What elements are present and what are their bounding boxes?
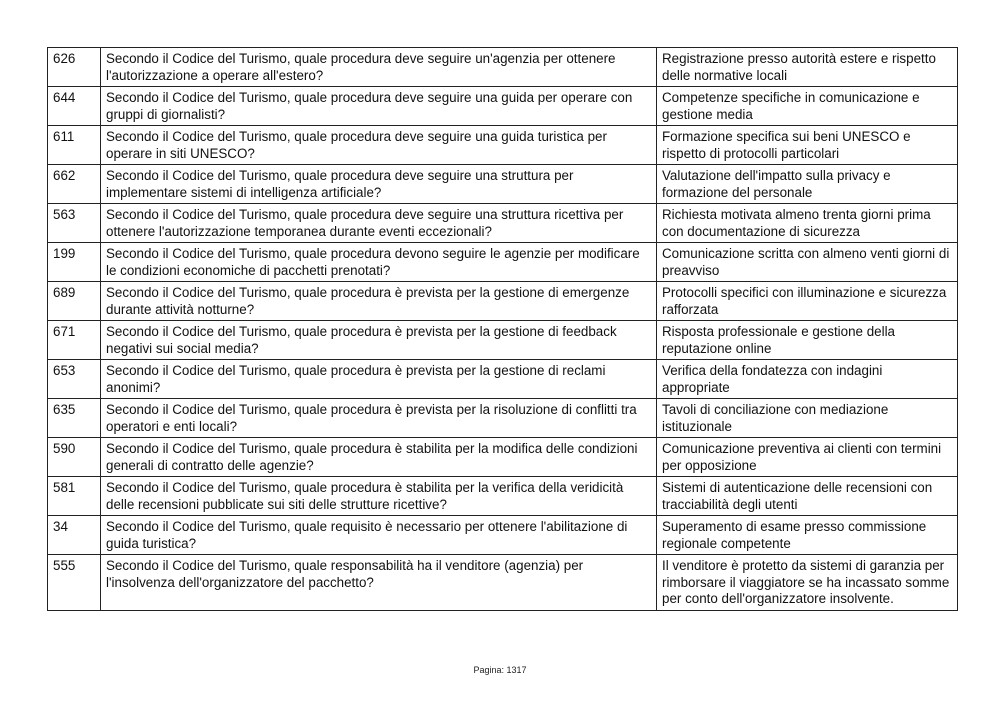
page-number: Pagina: 1317 [473, 665, 527, 675]
answer-text-cell: Comunicazione scritta con almeno venti giorni di preavviso [657, 243, 958, 282]
answer-text-cell: Formazione specifica sui beni UNESCO e rispetto di protocolli particolari [657, 126, 958, 165]
answer-text-cell: Verifica della fondatezza con indagini appropriate [657, 360, 958, 399]
question-answer-table [47, 47, 958, 611]
table-row [48, 87, 958, 126]
table-row [48, 282, 958, 321]
table-row [48, 165, 958, 204]
question-id-cell: 626 [48, 48, 101, 87]
answer-text-cell: Risposta professionale e gestione della reputazione online [657, 321, 958, 360]
question-id-cell: 581 [48, 477, 101, 516]
table-row [48, 204, 958, 243]
answer-text-cell: Richiesta motivata almeno trenta giorni prima con documentazione di sicurezza [657, 204, 958, 243]
table-body [48, 48, 958, 611]
question-id-cell: 653 [48, 360, 101, 399]
question-text-cell: Secondo il Codice del Turismo, quale procedura deve seguire una struttura per implementare sistemi di intelligenza artificiale? [101, 165, 657, 204]
question-text-cell: Secondo il Codice del Turismo, quale procedura è prevista per la gestione di feedback negativi sui social media? [101, 321, 657, 360]
table-row [48, 399, 958, 438]
question-text-cell: Secondo il Codice del Turismo, quale responsabilità ha il venditore (agenzia) per l'insolvenza dell'organizzatore del pacchetto? [101, 555, 657, 611]
question-id-cell: 662 [48, 165, 101, 204]
question-id-cell: 635 [48, 399, 101, 438]
answer-text-cell: Registrazione presso autorità estere e rispetto delle normative locali [657, 48, 958, 87]
table-row [48, 516, 958, 555]
table-row [48, 360, 958, 399]
answer-text-cell: Sistemi di autenticazione delle recensioni con tracciabilità degli utenti [657, 477, 958, 516]
question-id-cell: 563 [48, 204, 101, 243]
question-text-cell: Secondo il Codice del Turismo, quale procedura deve seguire una guida per operare con gruppi di giornalisti? [101, 87, 657, 126]
answer-text-cell: Superamento di esame presso commissione regionale competente [657, 516, 958, 555]
table-row [48, 48, 958, 87]
table-row [48, 243, 958, 282]
question-text-cell: Secondo il Codice del Turismo, quale procedura è prevista per la gestione di emergenze durante attività notturne? [101, 282, 657, 321]
question-text-cell: Secondo il Codice del Turismo, quale requisito è necessario per ottenere l'abilitazione di guida turistica? [101, 516, 657, 555]
table-row [48, 555, 958, 611]
question-text-cell: Secondo il Codice del Turismo, quale procedura devono seguire le agenzie per modificare le condizioni economiche di pacchetti prenotati? [101, 243, 657, 282]
question-id-cell: 644 [48, 87, 101, 126]
question-text-cell: Secondo il Codice del Turismo, quale procedura deve seguire un'agenzia per ottenere l'autorizzazione a operare all'estero? [101, 48, 657, 87]
question-text-cell: Secondo il Codice del Turismo, quale procedura deve seguire una struttura ricettiva per ottenere l'autorizzazione temporanea durante eventi eccezionali? [101, 204, 657, 243]
answer-text-cell: Il venditore è protetto da sistemi di garanzia per rimborsare il viaggiatore se ha incassato somme per conto dell'organizzatore insolvente. [657, 555, 958, 611]
question-text-cell: Secondo il Codice del Turismo, quale procedura è prevista per la gestione di reclami anonimi? [101, 360, 657, 399]
question-text-cell: Secondo il Codice del Turismo, quale procedura è stabilita per la modifica delle condizioni generali di contratto delle agenzie? [101, 438, 657, 477]
table-row [48, 438, 958, 477]
answer-text-cell: Protocolli specifici con illuminazione e sicurezza rafforzata [657, 282, 958, 321]
question-text-cell: Secondo il Codice del Turismo, quale procedura deve seguire una guida turistica per operare in siti UNESCO? [101, 126, 657, 165]
question-id-cell: 590 [48, 438, 101, 477]
answer-text-cell: Tavoli di conciliazione con mediazione istituzionale [657, 399, 958, 438]
question-id-cell: 199 [48, 243, 101, 282]
table-row [48, 321, 958, 360]
question-id-cell: 555 [48, 555, 101, 611]
table-row [48, 126, 958, 165]
answer-text-cell: Competenze specifiche in comunicazione e gestione media [657, 87, 958, 126]
question-text-cell: Secondo il Codice del Turismo, quale procedura è stabilita per la verifica della veridicità delle recensioni pubblicate sui siti delle strutture ricettive? [101, 477, 657, 516]
answer-text-cell: Comunicazione preventiva ai clienti con termini per opposizione [657, 438, 958, 477]
question-text-cell: Secondo il Codice del Turismo, quale procedura è prevista per la risoluzione di conflitti tra operatori e enti locali? [101, 399, 657, 438]
question-id-cell: 671 [48, 321, 101, 360]
question-id-cell: 34 [48, 516, 101, 555]
question-id-cell: 611 [48, 126, 101, 165]
answer-text-cell: Valutazione dell'impatto sulla privacy e formazione del personale [657, 165, 958, 204]
question-id-cell: 689 [48, 282, 101, 321]
table-row [48, 477, 958, 516]
